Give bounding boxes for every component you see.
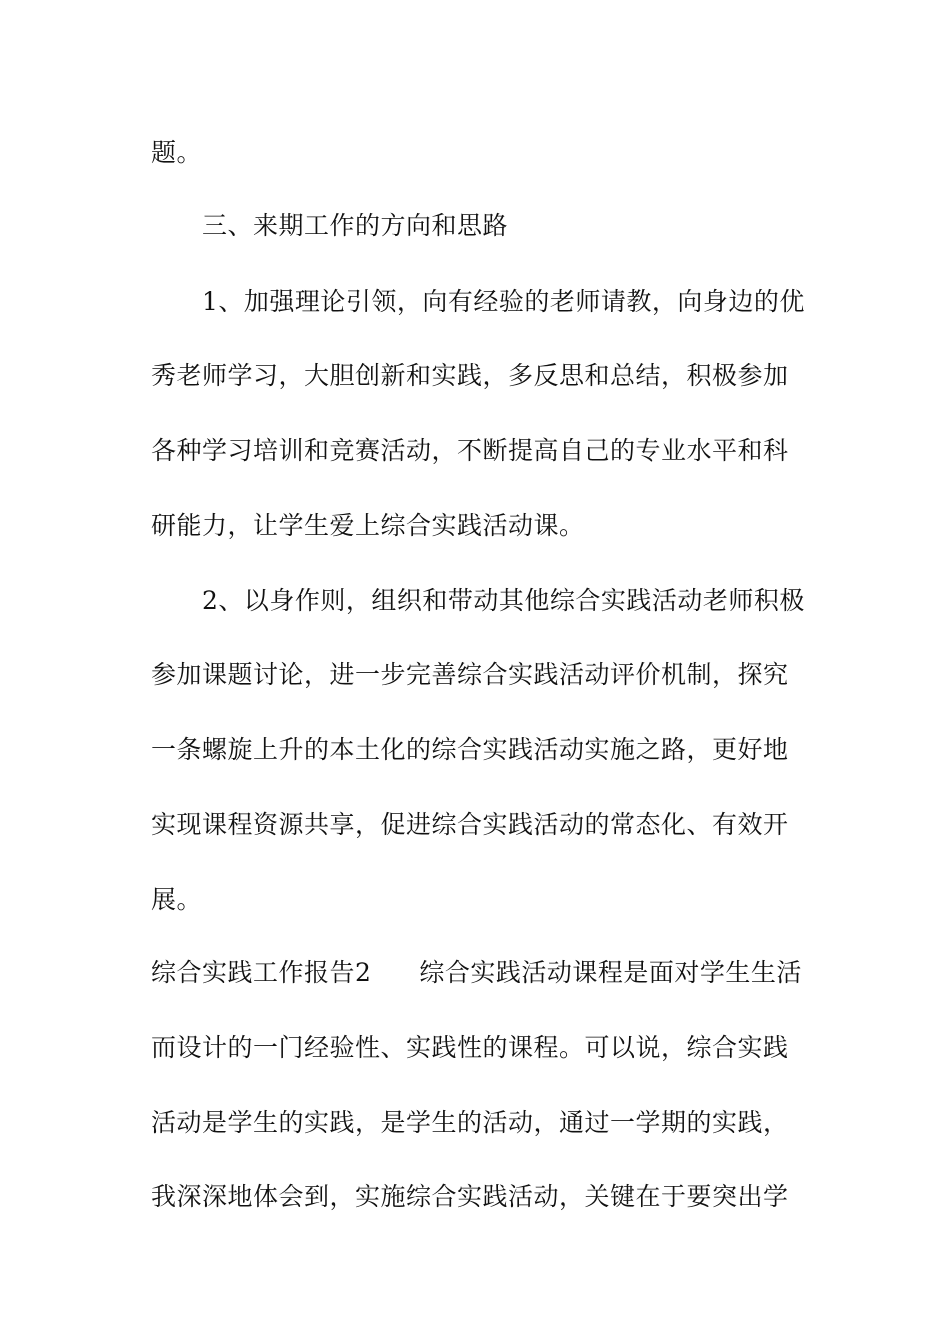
paragraph-line: 参加课题讨论，进一步完善综合实践活动评价机制，探究: [151, 660, 789, 689]
paragraph-line: 题。: [151, 138, 203, 167]
paragraph-line: 秀老师学习，大胆创新和实践，多反思和总结，积极参加: [151, 361, 789, 390]
paragraph-line: 展。: [151, 885, 203, 914]
paragraph-line: 各种学习培训和竞赛活动，不断提高自己的专业水平和科: [151, 436, 789, 465]
report-first-line: 综合实践活动课程是面对学生生活: [419, 958, 802, 987]
paragraph-line: 活动是学生的实践，是学生的活动，通过一学期的实践，: [151, 1108, 789, 1137]
paragraph-line: 1、加强理论引领，向有经验的老师请教，向身边的优: [202, 287, 805, 316]
paragraph-line: 2、以身作则，组织和带动其他综合实践活动老师积极: [202, 586, 805, 615]
paragraph-line: 我深深地体会到，实施综合实践活动，关键在于要突出学: [151, 1182, 789, 1211]
paragraph-line: 一条螺旋上升的本土化的综合实践活动实施之路，更好地: [151, 735, 789, 764]
section-heading: 三、来期工作的方向和思路: [202, 211, 509, 240]
report-title: 综合实践工作报告2: [151, 958, 372, 987]
paragraph-line: 而设计的一门经验性、实践性的课程。可以说，综合实践: [151, 1033, 789, 1062]
report-heading-line: [151, 956, 802, 990]
paragraph-line: 实现课程资源共享，促进综合实践活动的常态化、有效开: [151, 810, 789, 839]
paragraph-line: 研能力，让学生爱上综合实践活动课。: [151, 511, 585, 540]
